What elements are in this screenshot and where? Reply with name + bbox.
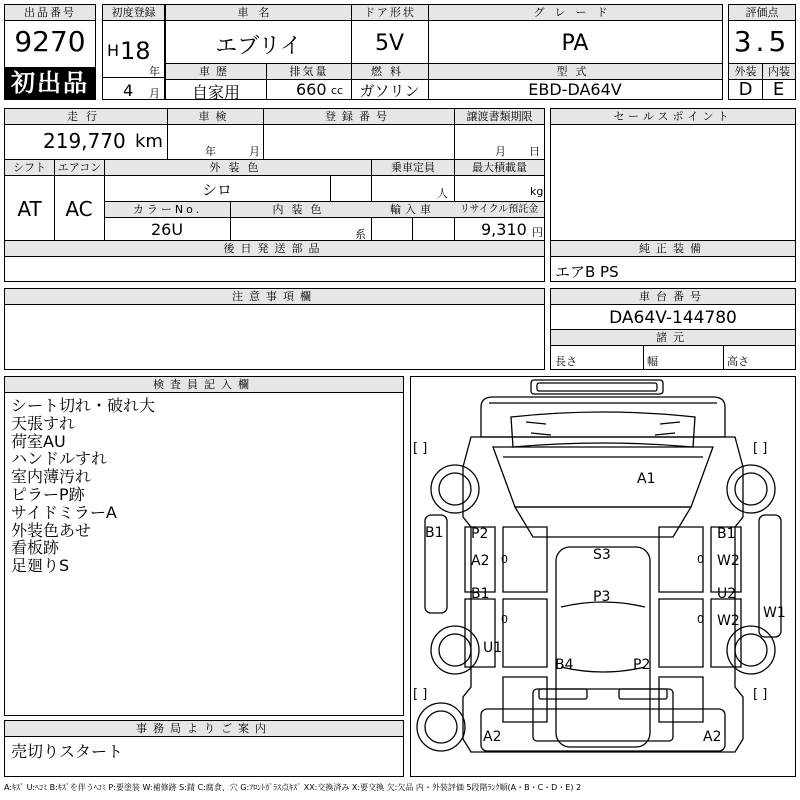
- car-diagram: [411, 377, 795, 776]
- car-diagram-box: [410, 376, 796, 777]
- later-parts-label: 後日発送部品: [5, 241, 544, 257]
- inspector-note: 荷室AU: [11, 431, 66, 451]
- damage-a1: A1: [637, 471, 656, 487]
- damage-b1-left-2: B1: [471, 586, 490, 602]
- inspector-note: 足廻りS: [11, 556, 70, 576]
- history: 自家用: [191, 83, 240, 102]
- damage-a2-rear-left: A2: [483, 729, 502, 745]
- model-label: 型式: [428, 64, 722, 80]
- reg-no-label: 登録番号: [263, 109, 454, 125]
- recycle-deposit: 9,310: [481, 220, 527, 239]
- damage-b1-left-door: B1: [425, 525, 444, 541]
- damage-zero-left-2: 0: [501, 613, 508, 626]
- int-color-label: 内装色: [230, 202, 371, 218]
- inspector-note: サイドミラーA: [11, 502, 117, 522]
- damage-a2-rear-right: A2: [703, 729, 722, 745]
- ext-color-label: 外装色: [104, 160, 371, 176]
- air-conditioner: AC: [65, 197, 93, 221]
- car-name: エブリイ: [215, 34, 302, 59]
- score-box: [728, 4, 796, 100]
- damage-u2: U2: [717, 586, 737, 602]
- ext-color: シロ: [201, 181, 232, 199]
- damage-w2-right-2: W2: [717, 613, 740, 629]
- damage-a2-left: A2: [471, 553, 490, 569]
- score: 3.5: [733, 25, 791, 58]
- history-label: 車歴: [166, 64, 266, 80]
- sales-point-label: セールスポイント: [551, 109, 795, 125]
- notes-box: [4, 288, 545, 370]
- capacity-label: 乗車定員: [371, 160, 454, 176]
- capacity-unit: 人: [437, 187, 448, 200]
- damage-s3: S3: [593, 547, 611, 563]
- sales-point-box: [550, 108, 796, 242]
- inspector-note: 室内薄汚れ: [11, 467, 92, 487]
- recycle-unit: 円: [532, 226, 543, 239]
- inspector-notes-list: [11, 397, 401, 575]
- max-load-unit: kg: [530, 185, 544, 198]
- first-registration-label: 初度登録: [103, 5, 164, 21]
- rear-left-bracket: [ ]: [413, 687, 428, 702]
- mileage: 219,770: [43, 129, 126, 153]
- inspector-note: シート切れ・破れ大: [11, 396, 156, 415]
- inspector-note: 外装色あせ: [11, 520, 92, 540]
- later-parts-box: [4, 240, 545, 282]
- max-load-label: 最大積載量: [454, 160, 544, 176]
- inspector-note: ピラーP跡: [11, 484, 85, 504]
- exterior-label: 外装: [729, 64, 762, 80]
- mileage-label: 走行: [5, 109, 167, 125]
- inspector-note: 看板跡: [11, 538, 60, 558]
- transfer-month-unit: 月: [495, 145, 506, 158]
- month-unit: 月: [149, 87, 160, 100]
- damage-p2-left: P2: [471, 526, 489, 542]
- score-label: 評価点: [729, 5, 795, 21]
- reg-month: 4: [123, 81, 134, 100]
- inspection-month-unit: 月: [249, 145, 260, 158]
- interior-grade: E: [772, 79, 785, 100]
- int-color-unit: 系: [355, 228, 366, 241]
- damage-legend: A:ｷｽﾞ U:ﾍｺﾐ B:ｷｽﾞを伴うﾍｺﾐ P:要塗装 W:補修跡 S:錆 C:腐食、穴 G:ﾌﾛﾝﾄｶﾞﾗｽ点ｷｽﾞ XX:交換済み X:要交換 欠:欠品 内・外装評価 5段階ﾗﾝｸ順(A・B・C・D・E) 2: [4, 783, 582, 792]
- first-listing-badge: 初出品: [5, 67, 95, 99]
- length-label: 長さ: [555, 355, 577, 368]
- genuine-box: [550, 240, 796, 282]
- genuine-label: 純正装備: [551, 241, 795, 257]
- first-registration-box: [102, 4, 165, 100]
- exterior-grade: D: [738, 79, 753, 100]
- damage-p3: P3: [593, 589, 611, 605]
- damage-b1-right: B1: [717, 526, 736, 542]
- fuel: ガソリン: [359, 82, 420, 100]
- office-label: 事務局よりご案内: [5, 721, 403, 737]
- door-type: 5V: [374, 31, 405, 56]
- damage-w1: W1: [763, 605, 786, 621]
- notes-label: 注意事項欄: [5, 289, 544, 305]
- era: H: [107, 41, 120, 60]
- vehicle-main-box: [165, 4, 723, 100]
- damage-w2-right-1: W2: [717, 553, 740, 569]
- genuine-equipment: エアB PS: [555, 263, 619, 281]
- transfer-day-unit: 日: [529, 145, 540, 158]
- office-note: 売切りスタート: [11, 742, 124, 761]
- inspector-box: [4, 376, 404, 716]
- import-label: 輸入車: [371, 202, 454, 218]
- damage-zero-right-1: 0: [697, 553, 704, 566]
- mileage-unit: km: [135, 131, 163, 152]
- displacement: 660: [296, 80, 327, 99]
- year-unit: 年: [149, 65, 160, 78]
- interior-label: 内装: [762, 64, 795, 80]
- damage-zero-right-2: 0: [697, 613, 704, 626]
- inspector-note: 天張すれ: [11, 413, 76, 433]
- displacement-unit: cc: [331, 84, 344, 97]
- color-no: 26U: [150, 220, 184, 239]
- damage-p2-rear: P2: [633, 657, 651, 673]
- damage-u1: U1: [483, 640, 503, 656]
- transfer-label: 譲渡書類期限: [454, 109, 544, 125]
- ac-label: エアコン: [54, 160, 104, 176]
- front-right-bracket: [ ]: [753, 441, 768, 456]
- displacement-label: 排気量: [266, 64, 351, 80]
- inspector-note: ハンドルすれ: [11, 449, 108, 469]
- inspector-label: 検査員記入欄: [5, 377, 403, 393]
- chassis-label: 車台番号: [551, 289, 795, 305]
- lot-number-box: [4, 4, 96, 100]
- inspection-year-unit: 年: [205, 145, 216, 158]
- color-no-label: カラーNo.: [105, 202, 230, 218]
- door-label: ドア形状: [351, 5, 428, 21]
- height-label: 高さ: [727, 355, 749, 368]
- shift-label: シフト: [5, 160, 54, 176]
- dims-label: 諸元: [551, 330, 795, 346]
- detail-box: [4, 108, 545, 242]
- damage-b4: B4: [555, 657, 574, 673]
- lot-number: 9270: [14, 25, 86, 58]
- width-label: 幅: [647, 355, 658, 368]
- rear-right-bracket: [ ]: [753, 687, 768, 702]
- car-name-label: 車名: [166, 5, 351, 21]
- fuel-label: 燃料: [351, 64, 428, 80]
- shift: AT: [17, 197, 42, 221]
- grade: PA: [561, 31, 589, 56]
- reg-year: 18: [120, 37, 151, 65]
- damage-zero-left-1: 0: [501, 553, 508, 566]
- model: EBD-DA64V: [528, 80, 622, 99]
- inspection-label: 車検: [167, 109, 263, 125]
- office-box: [4, 720, 404, 777]
- chassis-box: [550, 288, 796, 370]
- recycle-label: リサイクル預託金: [454, 202, 544, 218]
- front-left-bracket: [ ]: [413, 441, 428, 456]
- chassis-number: DA64V-144780: [609, 308, 737, 328]
- grade-label: グレード: [428, 5, 722, 21]
- lot-number-label: 出品番号: [5, 5, 95, 21]
